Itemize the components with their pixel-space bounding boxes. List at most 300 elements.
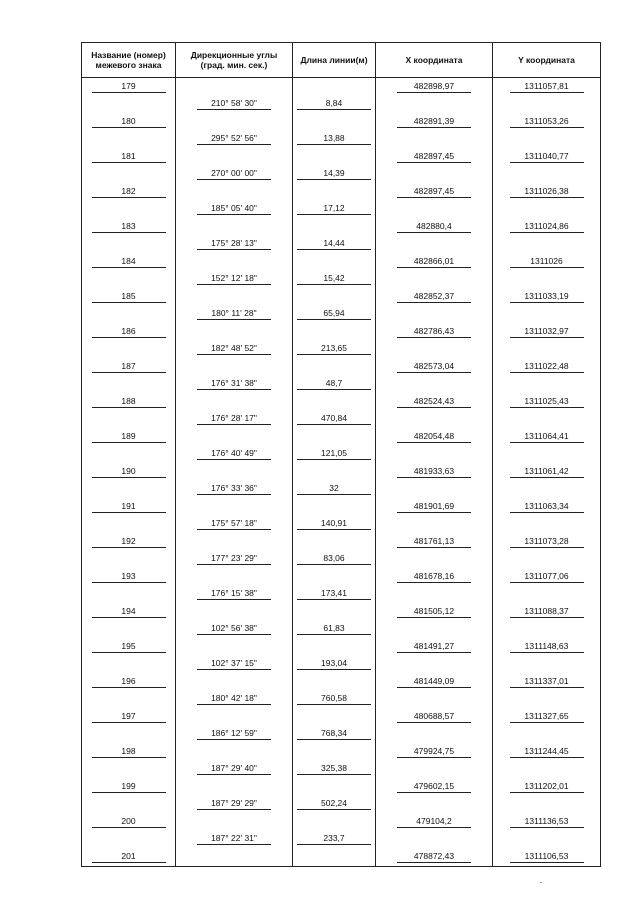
x-coordinate-cell [376,813,493,831]
point-row [82,288,601,306]
line-length-cell [293,306,376,324]
point-name-cell [82,341,176,359]
y-coordinate-cell [493,271,601,289]
segment-row [82,691,601,709]
direction-angle-cell [176,656,293,674]
point-name: 198 [92,747,166,758]
direction-angle: 180° 11' 28" [197,309,271,320]
table-header-row [82,43,601,78]
angle-cell [176,183,293,201]
angle-cell [176,743,293,761]
point-name: 185 [92,292,166,303]
y-coordinate-cell [493,708,601,726]
x-coordinate-cell [376,341,493,359]
line-length-cell [293,271,376,289]
point-row [82,533,601,551]
x-coordinate-cell [376,481,493,499]
point-name-cell [82,236,176,254]
point-name-cell [82,603,176,621]
direction-angle-cell [176,96,293,114]
line-length-cell [293,831,376,849]
y-coordinate: 1311057,81 [510,82,584,93]
y-coordinate: 1311077,06 [510,572,584,583]
segment-row [82,831,601,849]
direction-angle-cell [176,481,293,499]
x-coordinate: 482891,39 [397,117,471,128]
point-name: 201 [92,852,166,863]
y-coordinate: 1311033,19 [510,292,584,303]
y-coordinate-cell [493,183,601,201]
x-coordinate-cell [376,568,493,586]
segment-row [82,726,601,744]
direction-angle: 210° 58' 30" [197,99,271,110]
y-coordinate-cell [493,586,601,604]
x-coordinate-cell [376,393,493,411]
point-name-cell [82,813,176,831]
x-coordinate-cell [376,288,493,306]
direction-angle-cell [176,586,293,604]
segment-row [82,586,601,604]
direction-angle-cell [176,796,293,814]
x-coordinate: 482786,43 [397,327,471,338]
point-name-cell [82,516,176,534]
point-name-cell [82,323,176,341]
length-cell [293,148,376,166]
y-coordinate-cell [493,621,601,639]
direction-angle-cell [176,551,293,569]
x-coordinate-cell [376,113,493,131]
line-length: 193,04 [297,659,371,670]
y-coordinate-cell [493,551,601,569]
angle-cell [176,603,293,621]
x-coordinate-cell [376,96,493,114]
y-coordinate-cell [493,481,601,499]
y-coordinate-cell [493,253,601,271]
y-coordinate-cell [493,831,601,849]
y-coordinate: 1311073,28 [510,537,584,548]
direction-angle-cell [176,201,293,219]
y-coordinate-cell [493,498,601,516]
angle-cell [176,813,293,831]
line-length-cell [293,481,376,499]
point-name: 195 [92,642,166,653]
y-coordinate-cell [493,306,601,324]
x-coordinate-cell [376,533,493,551]
angle-cell [176,323,293,341]
line-length-cell [293,201,376,219]
direction-angle-cell [176,131,293,149]
x-coordinate-cell [376,761,493,779]
line-length: 325,38 [297,764,371,775]
point-name: 181 [92,152,166,163]
direction-angle: 270° 00' 00" [197,169,271,180]
x-coordinate: 481933,63 [397,467,471,478]
segment-row [82,446,601,464]
point-name-cell [82,673,176,691]
x-coordinate-cell [376,253,493,271]
x-coordinate-cell [376,708,493,726]
x-coordinate: 482866,01 [397,257,471,268]
angle-cell [176,463,293,481]
line-length: 61,83 [297,624,371,635]
x-coordinate-cell [376,831,493,849]
point-row [82,813,601,831]
x-coordinate-cell [376,236,493,254]
direction-angle: 187° 29' 29" [197,799,271,810]
x-coordinate-cell [376,446,493,464]
y-coordinate-cell [493,218,601,236]
y-coordinate-cell [493,148,601,166]
y-coordinate: 1311148,63 [510,642,584,653]
direction-angle: 182° 48' 52" [197,344,271,355]
direction-angle: 176° 31' 38" [197,379,271,390]
angle-cell [176,393,293,411]
x-coordinate: 481678,16 [397,572,471,583]
direction-angle: 102° 56' 38" [197,624,271,635]
length-cell [293,78,376,96]
direction-angle: 180° 42' 18" [197,694,271,705]
y-coordinate-cell [493,78,601,96]
direction-angle: 152° 12' 18" [197,274,271,285]
segment-row [82,306,601,324]
y-coordinate: 1311202,01 [510,782,584,793]
point-name-cell [82,271,176,289]
line-length: 121,05 [297,449,371,460]
direction-angle-cell [176,306,293,324]
line-length-cell [293,341,376,359]
line-length-cell [293,691,376,709]
point-name: 186 [92,327,166,338]
x-coordinate-cell [376,358,493,376]
x-coordinate-cell [376,78,493,96]
length-cell [293,428,376,446]
length-cell [293,603,376,621]
point-name: 200 [92,817,166,828]
point-name-cell [82,796,176,814]
line-length: 14,44 [297,239,371,250]
length-cell [293,218,376,236]
y-coordinate-cell [493,848,601,866]
x-coordinate: 478872,43 [397,852,471,863]
point-name: 194 [92,607,166,618]
y-coordinate: 1311327,65 [510,712,584,723]
length-cell [293,568,376,586]
point-name: 184 [92,257,166,268]
direction-angle: 176° 33' 36" [197,484,271,495]
angle-cell [176,778,293,796]
segment-row [82,376,601,394]
y-coordinate-cell [493,393,601,411]
point-row [82,78,601,96]
point-name-cell [82,586,176,604]
y-coordinate-cell [493,341,601,359]
point-name-cell [82,778,176,796]
segment-row [82,271,601,289]
angle-cell [176,533,293,551]
segment-row [82,341,601,359]
x-coordinate-cell [376,586,493,604]
direction-angle-cell [176,411,293,429]
point-name-cell [82,201,176,219]
y-coordinate-cell [493,673,601,691]
line-length-cell [293,96,376,114]
point-name-cell [82,218,176,236]
direction-angle: 176° 15' 38" [197,589,271,600]
segment-row [82,621,601,639]
line-length-cell [293,446,376,464]
line-length-cell [293,516,376,534]
point-name-cell [82,148,176,166]
direction-angle-cell [176,761,293,779]
length-cell [293,393,376,411]
y-coordinate-cell [493,376,601,394]
x-coordinate-cell [376,656,493,674]
segment-row [82,411,601,429]
x-coordinate-cell [376,463,493,481]
segment-row [82,516,601,534]
x-coordinate: 479104,2 [397,817,471,828]
y-coordinate-cell [493,131,601,149]
x-coordinate-cell [376,148,493,166]
x-coordinate: 482898,97 [397,82,471,93]
angle-cell [176,148,293,166]
y-coordinate-cell [493,288,601,306]
direction-angle-cell [176,271,293,289]
table-body [82,78,601,867]
point-name: 192 [92,537,166,548]
length-cell [293,463,376,481]
point-name-cell [82,183,176,201]
point-row [82,253,601,271]
direction-angle: 176° 28' 17" [197,414,271,425]
point-name-cell [82,481,176,499]
angle-cell [176,638,293,656]
point-row [82,603,601,621]
direction-angle: 102° 37' 15" [197,659,271,670]
line-length-cell [293,166,376,184]
line-length: 502,24 [297,799,371,810]
length-cell [293,288,376,306]
segment-row [82,796,601,814]
line-length: 13,88 [297,134,371,145]
point-row [82,743,601,761]
x-coordinate-cell [376,166,493,184]
line-length-cell [293,236,376,254]
length-cell [293,533,376,551]
segment-row [82,166,601,184]
direction-angle-cell [176,446,293,464]
y-coordinate: 1311106,53 [510,852,584,863]
point-name: 183 [92,222,166,233]
line-length: 760,58 [297,694,371,705]
point-name-cell [82,376,176,394]
line-length: 173,41 [297,589,371,600]
x-coordinate-cell [376,743,493,761]
y-coordinate: 1311024,86 [510,222,584,233]
point-name-cell [82,761,176,779]
line-length-cell [293,131,376,149]
line-length: 15,42 [297,274,371,285]
angle-cell [176,358,293,376]
header-angle: Дирекционные углы (град. мин. сек.) [176,43,293,78]
y-coordinate-cell [493,411,601,429]
direction-angle-cell [176,621,293,639]
line-length: 470,84 [297,414,371,425]
x-coordinate-cell [376,551,493,569]
y-coordinate: 1311022,48 [510,362,584,373]
segment-row [82,481,601,499]
x-coordinate-cell [376,498,493,516]
direction-angle: 175° 28' 13" [197,239,271,250]
x-coordinate-cell [376,271,493,289]
y-coordinate-cell [493,358,601,376]
length-cell [293,358,376,376]
x-coordinate-cell [376,131,493,149]
point-row [82,183,601,201]
line-length: 83,06 [297,554,371,565]
header-x: X координата [376,43,493,78]
x-coordinate: 481491,27 [397,642,471,653]
x-coordinate-cell [376,183,493,201]
y-coordinate: 1311136,53 [510,817,584,828]
y-coordinate-cell [493,323,601,341]
y-coordinate: 1311088,37 [510,607,584,618]
y-coordinate: 1311064,41 [510,432,584,443]
y-coordinate: 1311063,34 [510,502,584,513]
y-coordinate: 1311053,26 [510,117,584,128]
line-length: 14,39 [297,169,371,180]
point-name: 180 [92,117,166,128]
angle-cell [176,848,293,866]
point-row [82,218,601,236]
line-length: 48,7 [297,379,371,390]
y-coordinate-cell [493,201,601,219]
y-coordinate-cell [493,166,601,184]
header-length: Длина линии(м) [293,43,376,78]
x-coordinate-cell [376,726,493,744]
point-name-cell [82,393,176,411]
point-name-cell [82,306,176,324]
direction-angle-cell [176,376,293,394]
x-coordinate: 482573,04 [397,362,471,373]
y-coordinate-cell [493,428,601,446]
line-length-cell [293,796,376,814]
length-cell [293,813,376,831]
x-coordinate-cell [376,638,493,656]
direction-angle-cell [176,166,293,184]
y-coordinate-cell [493,113,601,131]
segment-row [82,656,601,674]
angle-cell [176,428,293,446]
boundary-marks-table [81,42,601,867]
point-row [82,638,601,656]
y-coordinate-cell [493,516,601,534]
angle-cell [176,673,293,691]
line-length-cell [293,621,376,639]
angle-cell [176,113,293,131]
x-coordinate-cell [376,691,493,709]
line-length: 65,94 [297,309,371,320]
x-coordinate-cell [376,796,493,814]
x-coordinate: 479924,75 [397,747,471,758]
point-name-cell [82,498,176,516]
y-coordinate-cell [493,463,601,481]
point-name-cell [82,638,176,656]
y-coordinate-cell [493,656,601,674]
x-coordinate-cell [376,673,493,691]
x-coordinate-cell [376,411,493,429]
point-name-cell [82,96,176,114]
line-length-cell [293,761,376,779]
segment-row [82,201,601,219]
y-coordinate: 1311025,43 [510,397,584,408]
direction-angle-cell [176,691,293,709]
scan-speck [540,882,542,883]
point-row [82,498,601,516]
direction-angle-cell [176,341,293,359]
segment-row [82,551,601,569]
y-coordinate: 1311032,97 [510,327,584,338]
point-name-cell [82,253,176,271]
point-row [82,393,601,411]
x-coordinate-cell [376,201,493,219]
line-length-cell [293,726,376,744]
header-y: Y координата [493,43,601,78]
point-name-cell [82,113,176,131]
angle-cell [176,78,293,96]
angle-cell [176,288,293,306]
y-coordinate-cell [493,603,601,621]
line-length: 8,84 [297,99,371,110]
point-name: 190 [92,467,166,478]
x-coordinate-cell [376,323,493,341]
angle-cell [176,253,293,271]
point-row [82,113,601,131]
x-coordinate-cell [376,516,493,534]
point-name-cell [82,848,176,866]
length-cell [293,323,376,341]
point-name-cell [82,831,176,849]
y-coordinate-cell [493,813,601,831]
direction-angle-cell [176,831,293,849]
x-coordinate: 482897,45 [397,152,471,163]
y-coordinate: 1311026 [510,257,584,268]
point-row [82,848,601,866]
point-name-cell [82,691,176,709]
line-length-cell [293,411,376,429]
point-name: 182 [92,187,166,198]
x-coordinate: 482852,37 [397,292,471,303]
point-name: 196 [92,677,166,688]
x-coordinate: 479602,15 [397,782,471,793]
y-coordinate-cell [493,236,601,254]
segment-row [82,96,601,114]
point-row [82,358,601,376]
x-coordinate-cell [376,848,493,866]
direction-angle: 175° 57' 18" [197,519,271,530]
x-coordinate-cell [376,603,493,621]
length-cell [293,638,376,656]
point-name: 199 [92,782,166,793]
point-row [82,673,601,691]
x-coordinate: 482524,43 [397,397,471,408]
length-cell [293,743,376,761]
point-row [82,463,601,481]
y-coordinate-cell [493,761,601,779]
point-name: 188 [92,397,166,408]
point-name: 189 [92,432,166,443]
y-coordinate-cell [493,96,601,114]
